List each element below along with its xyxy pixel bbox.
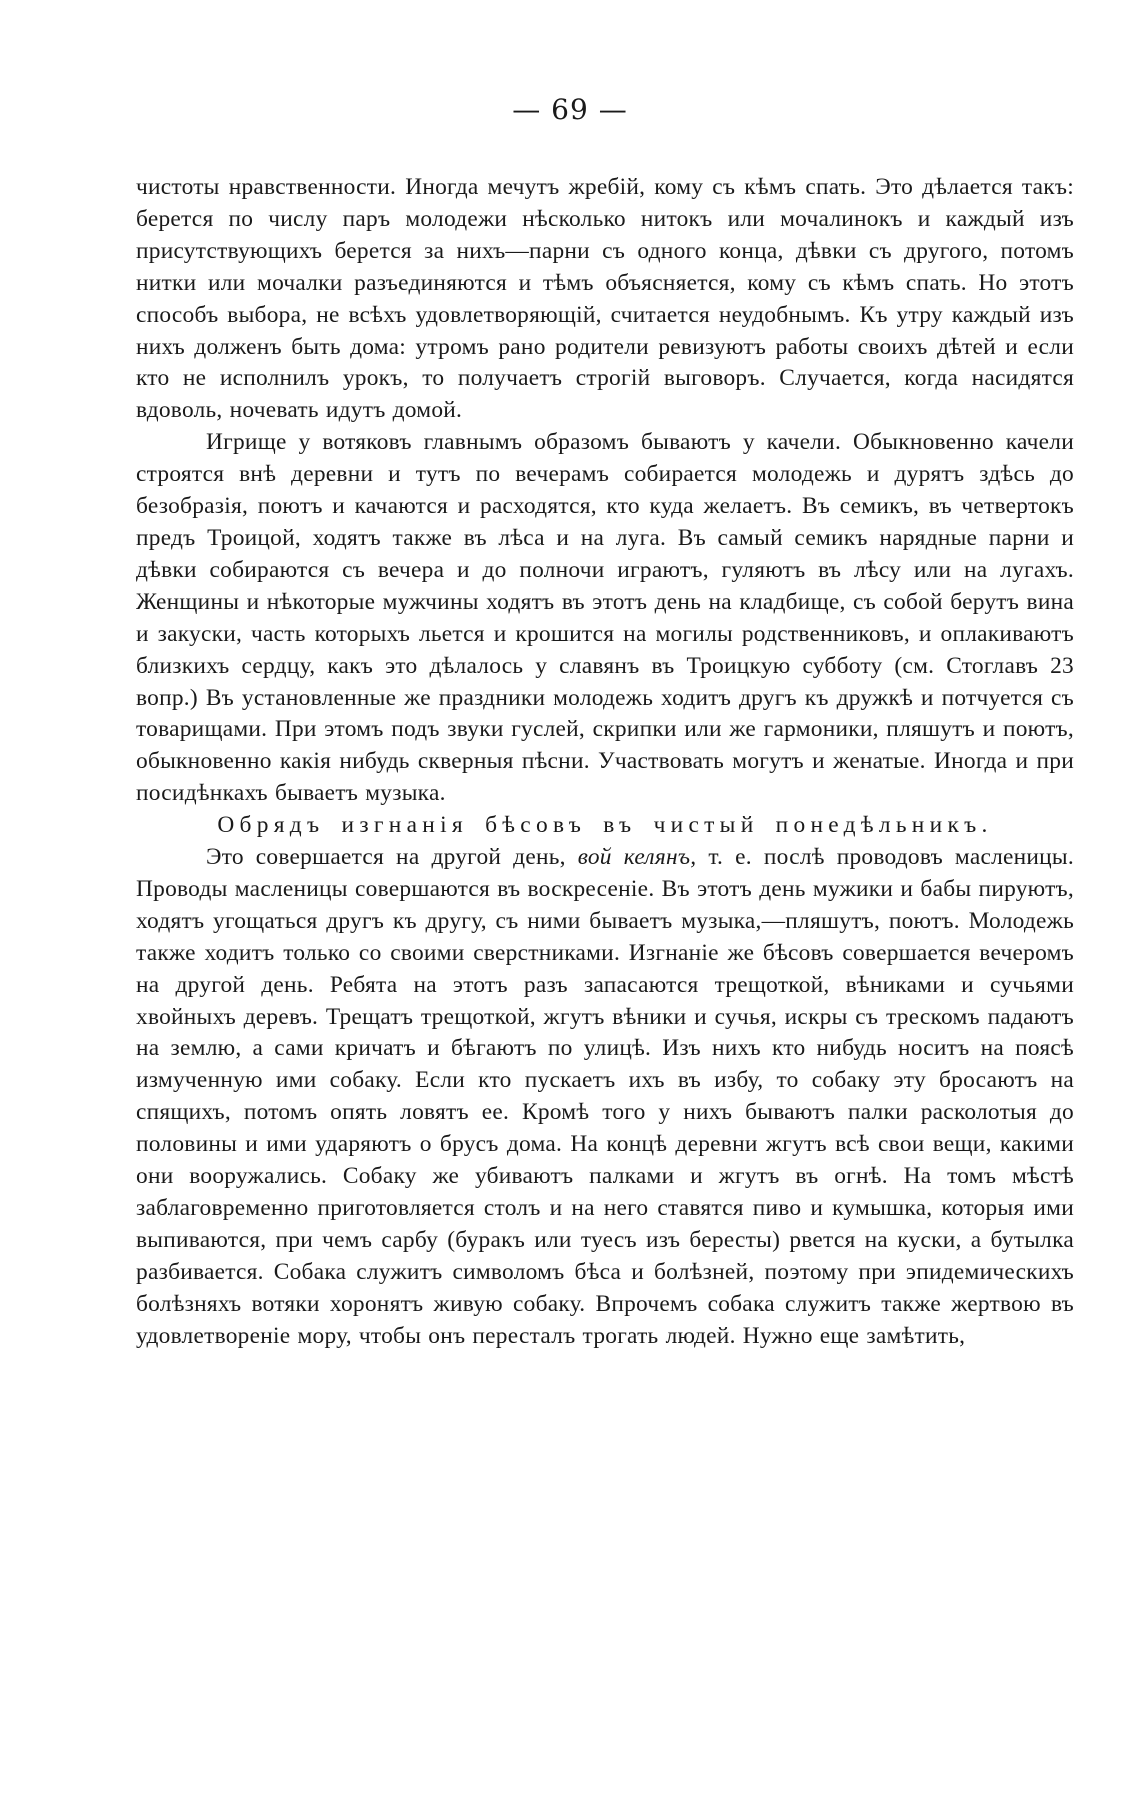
page-number: — 69 — [512, 93, 628, 126]
udmurt-term: вой келянъ, [577, 844, 697, 871]
paragraph-obryad-start: Это совершается на другой день, [206, 844, 566, 871]
body-text [136, 172, 1074, 1353]
paragraph-continued: чистоты нравственности. Иногда мечутъ жребій, кому съ кѣмъ спать. Это дѣлается такъ: берется по числу паръ молодежи нѣсколько нитокъ или мочалинокъ и каждый изъ присутствующихъ берется за нихъ—парни съ одного конца, дѣвки съ другого, потомъ нитки или мочалки разъединяются и тѣмъ объясняется, кому съ кѣмъ спать. Но этотъ способъ выбора, не всѣхъ удовлетворяющій, считается неудобнымъ. Къ утру каждый изъ нихъ долженъ быть дома: утромъ рано родители ревизуютъ работы своихъ дѣтей и если кто не исполнилъ урокъ, то получаетъ строгій выговоръ. Случается, когда насидятся вдоволь, ночевать идутъ домой. [136, 174, 1074, 424]
paragraph-obryad-rest: т. е. послѣ проводовъ масленицы. Проводы масленицы совершаются въ воскресеніе. Въ этотъ день мужики и бабы пируютъ, ходятъ угощаться другъ къ другу, съ ними бываетъ музыка,—пляшутъ, поютъ. Молодежь также ходитъ только со своими сверстниками. Изгнаніе же бѣсовъ совершается вечеромъ на другой день. Ребята на этотъ разъ запасаются трещоткой, вѣниками и сучьями хвойныхъ деревъ. Трещатъ трещоткой, жгутъ вѣники и сучья, искры съ трескомъ падаютъ на землю, а сами кричатъ и бѣгаютъ по улицѣ. Изъ нихъ кто нибудь носитъ на поясѣ измученную ими собаку. Если кто пускаетъ ихъ въ избу, то собаку эту бросаютъ на спящихъ, потомъ опять ловятъ ее. Кромѣ того у нихъ бываютъ палки расколотыя до половины и ими ударяютъ о брусъ дома. На концѣ деревни жгутъ всѣ свои вещи, какими они вооружались. Собаку же убиваютъ палками и жгутъ въ огнѣ. На томъ мѣстѣ заблаговременно приготовляется столъ и на него ставятся пиво и кумышка, которыя ими выпиваются, при чемъ сарбу (буракъ или туесъ изъ бересты) рвется на куски, а бутылка разбивается. Собака служитъ символомъ бѣса и болѣзней, поэтому при эпидемическихъ болѣзняхъ вотяки хоронятъ живую собаку. Впрочемъ собака служитъ также жертвою въ удовлетвореніе мору, чтобы онъ пересталъ трогать людей. Нужно еще замѣтить, [136, 844, 1074, 1349]
paragraph-igrishche: Игрище у вотяковъ главнымъ образомъ бываютъ у качели. Обыкновенно качели строятся внѣ деревни и тутъ по вечерамъ собирается молодежь и дурятъ здѣсь до безобразія, поютъ и качаются и расходятся, кто куда желаетъ. Въ семикъ, въ четвертокъ предъ Троицой, ходятъ также въ лѣса и на луга. Въ самый семикъ нарядные парни и дѣвки собираются съ вечера и до полночи играютъ, гуляютъ въ лѣсу или на лугахъ. Женщины и нѣкоторые мужчины ходятъ въ этотъ день на кладбище, съ собой берутъ вина и закуски, часть которыхъ льется и крошится на могилы родственниковъ, и оплакиваютъ близкихъ сердцу, какъ это дѣлалось у славянъ въ Троицкую субботу (см. Стоглавъ 23 вопр.) Въ установленные же праздники молодежь ходитъ другъ къ дружкѣ и потчуется съ товарищами. При этомъ подъ звуки гуслей, скрипки или же гармоники, пляшутъ и поютъ, обыкновенно какія нибудь скверныя пѣсни. Участвовать могутъ и женатые. Иногда и при посидѣнкахъ бываетъ музыка. [136, 429, 1074, 807]
section-heading: Обрядъ изгнанія бѣсовъ въ чистый понедѣльникъ. [217, 812, 993, 839]
paragraph-obryad [136, 842, 1074, 1353]
